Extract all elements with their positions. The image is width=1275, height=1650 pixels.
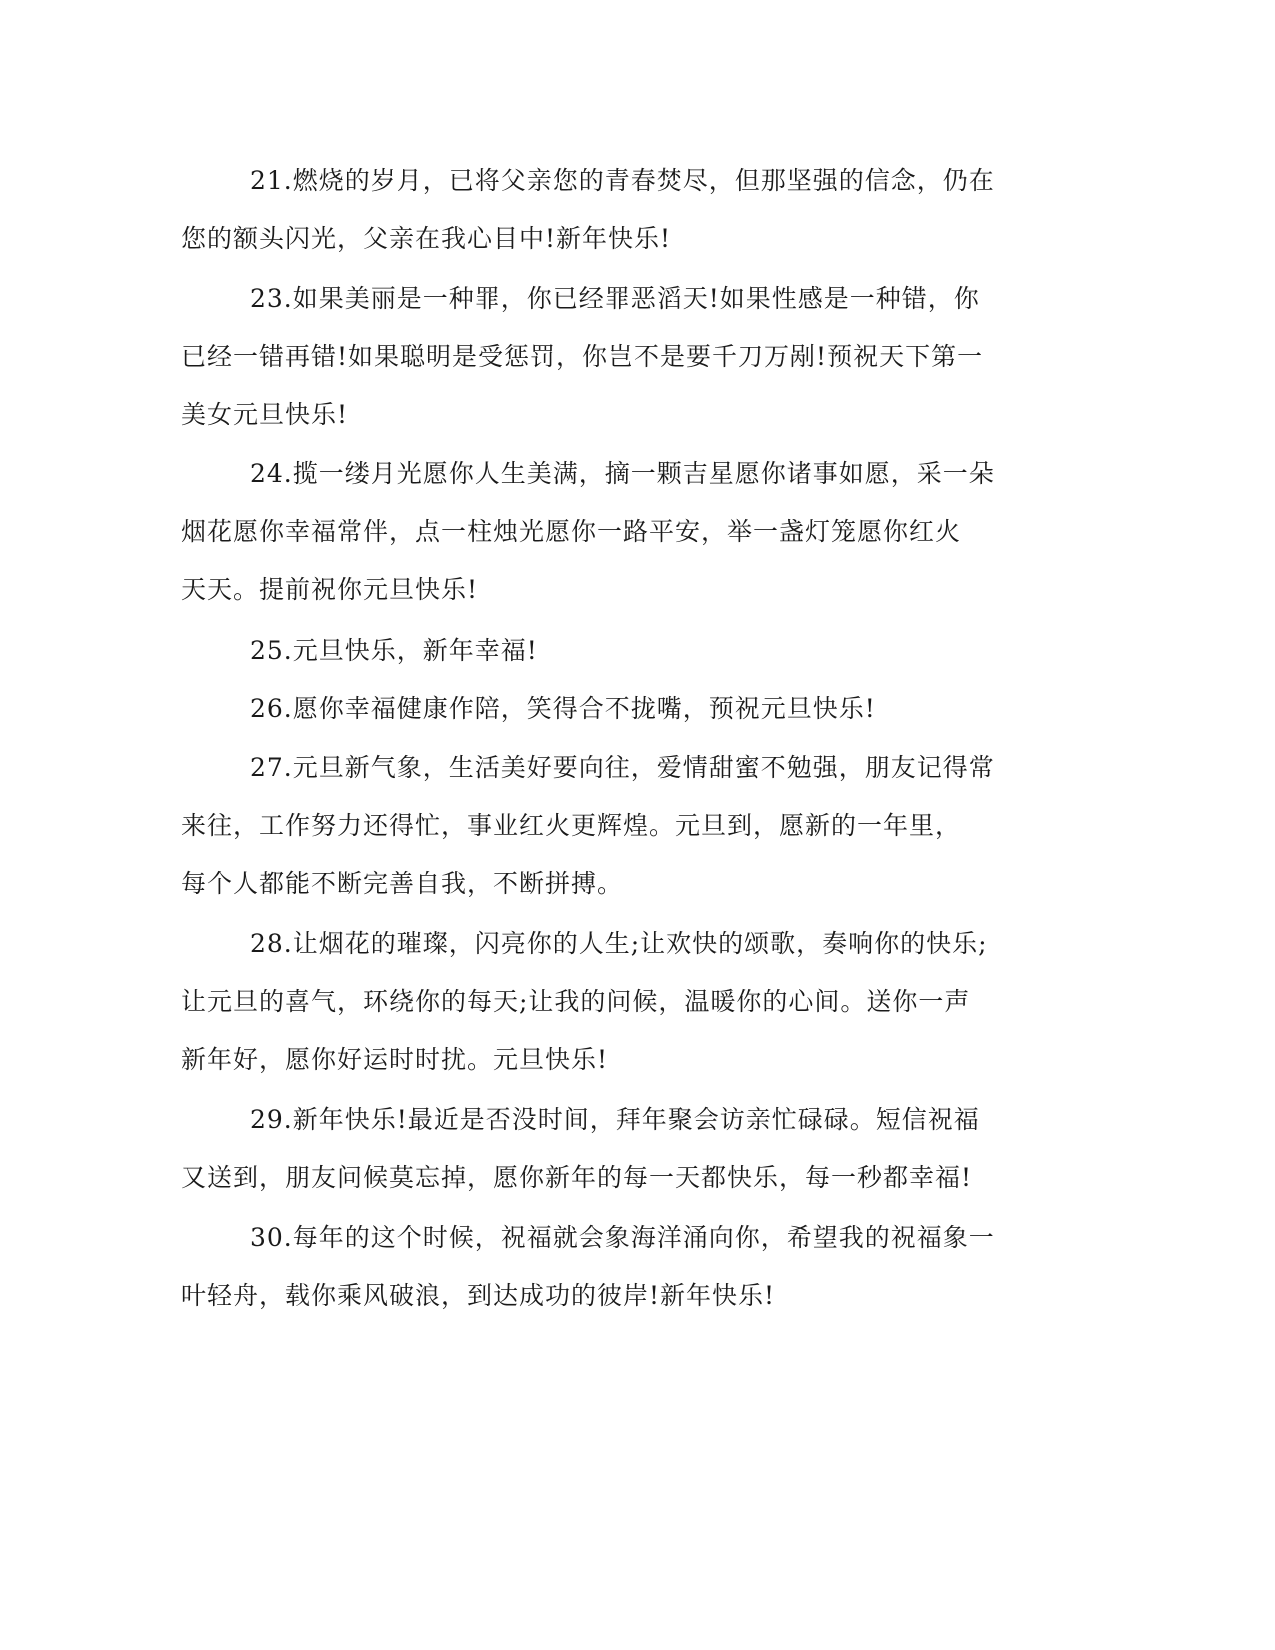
paragraph-line: 23.如果美丽是一种罪，你已经罪恶滔天!如果性感是一种错，你 <box>250 284 980 313</box>
paragraph-line: 26.愿你幸福健康作陪，笑得合不拢嘴，预祝元旦快乐! <box>250 694 876 723</box>
paragraph-line: 每个人都能不断完善自我，不断拼搏。 <box>181 869 624 898</box>
paragraph-line: 已经一错再错!如果聪明是受惩罚，你岂不是要千刀万剐!预祝天下第一 <box>181 342 984 371</box>
paragraph-line: 24.揽一缕月光愿你人生美满，摘一颗吉星愿你诸事如愿，采一朵 <box>250 459 995 488</box>
paragraph-27 <box>181 739 1041 913</box>
paragraph-24 <box>181 445 1041 619</box>
paragraph-line: 27.元旦新气象，生活美好要向往，爱情甜蜜不勉强，朋友记得常 <box>250 753 995 782</box>
paragraph-25 <box>181 622 1041 680</box>
paragraph-line: 又送到，朋友问候莫忘掉，愿你新年的每一天都快乐，每一秒都幸福! <box>181 1163 973 1192</box>
paragraph-line: 来往，工作努力还得忙，事业红火更辉煌。元旦到，愿新的一年里， <box>181 811 962 840</box>
paragraph-line: 您的额头闪光，父亲在我心目中!新年快乐! <box>181 224 672 253</box>
paragraph-line: 美女元旦快乐! <box>181 400 349 429</box>
paragraph-26 <box>181 680 1041 738</box>
paragraph-30 <box>181 1209 1041 1325</box>
paragraph-line: 28.让烟花的璀璨，闪亮你的人生;让欢快的颂歌，奏响你的快乐; <box>250 929 988 958</box>
paragraph-line: 29.新年快乐!最近是否没时间，拜年聚会访亲忙碌碌。短信祝福 <box>250 1105 980 1134</box>
paragraph-line: 25.元旦快乐，新年幸福! <box>250 636 538 665</box>
paragraph-line: 21.燃烧的岁月，已将父亲您的青春焚尽，但那坚强的信念，仍在 <box>250 166 995 195</box>
paragraph-line: 新年好，愿你好运时时扰。元旦快乐! <box>181 1045 609 1074</box>
paragraph-line: 让元旦的喜气，环绕你的每天;让我的问候，温暖你的心间。送你一声 <box>181 987 971 1016</box>
paragraph-23 <box>181 270 1041 444</box>
paragraph-28 <box>181 915 1041 1089</box>
paragraph-line: 叶轻舟，载你乘风破浪，到达成功的彼岸!新年快乐! <box>181 1281 776 1310</box>
paragraph-line: 天天。提前祝你元旦快乐! <box>181 575 479 604</box>
paragraph-29 <box>181 1091 1041 1207</box>
paragraph-line: 烟花愿你幸福常伴，点一柱烛光愿你一路平安，举一盏灯笼愿你红火 <box>181 517 962 546</box>
paragraph-line: 30.每年的这个时候，祝福就会象海洋涌向你，希望我的祝福象一 <box>250 1223 995 1252</box>
paragraph-21 <box>181 152 1041 268</box>
